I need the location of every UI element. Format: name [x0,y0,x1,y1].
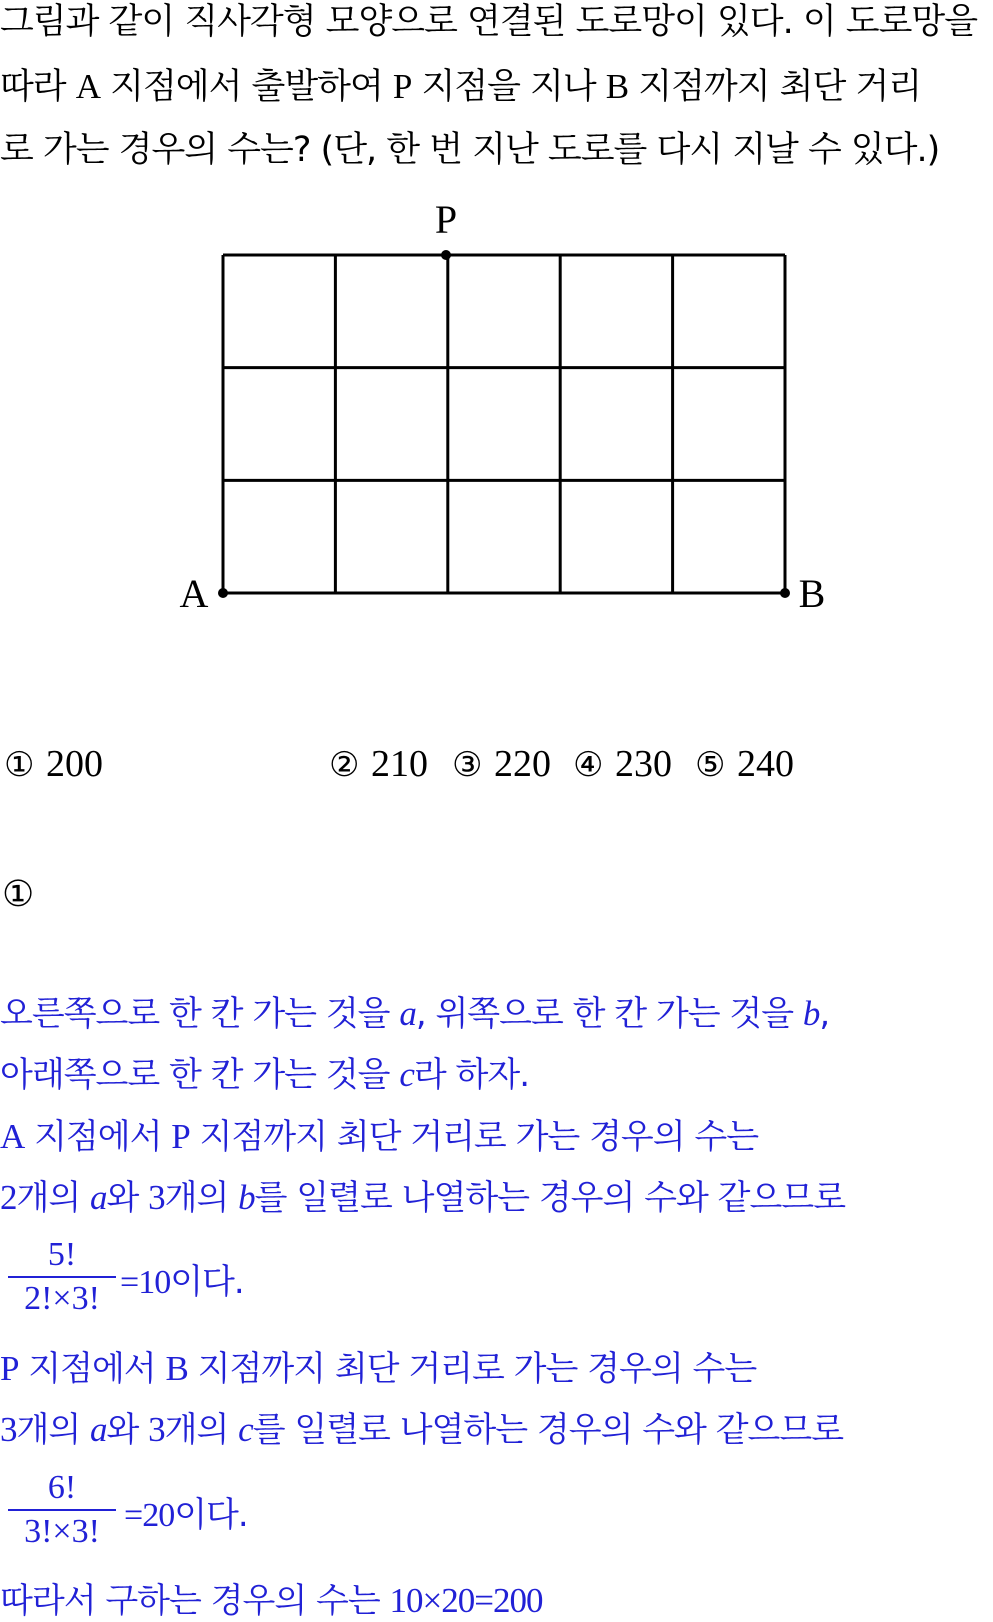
solution-text: 개의 [16,1410,90,1450]
solution-text: 와 [106,1178,149,1218]
result-value: 10 [138,1264,171,1301]
var-c: c [238,1410,253,1449]
choice-2[interactable] [329,742,428,787]
question-line-3: 로 가는 경우의 수는? (단, 한 번 지난 도로를 다시 지날 수 있다.) [0,130,940,170]
fraction-numerator: 6! [47,1469,77,1506]
fraction-numerator: 5! [47,1236,77,1273]
var-a: a [90,1178,107,1217]
choice-1[interactable] [4,742,103,787]
road-grid [223,255,785,593]
solution-text: 지점까지 최단 거리로 가는 경우의 수는 [189,1117,759,1157]
answer-mark: ① [2,874,35,915]
var-a: a [90,1410,107,1449]
var-b: b [238,1178,255,1217]
point-label-a: A [0,1117,25,1156]
fraction-1-result [120,1262,244,1303]
solution-line-9 [0,1581,543,1621]
choice-value: 240 [736,743,794,785]
point-label-p: P [392,67,412,106]
choice-3[interactable] [452,742,551,787]
point-label-p: P [171,1117,190,1156]
number: 2 [0,1178,17,1217]
choice-value: 230 [614,743,672,785]
number: 3 [0,1410,17,1449]
number: 3 [148,1178,165,1217]
solution-text: 지점에서 [18,1349,166,1389]
question-line-1: 그림과 같이 직사각형 모양으로 연결된 도로망이 있다. 이 도로망을 [0,2,978,42]
point-label-p: P [0,1349,19,1388]
equals-sign: = [120,1264,139,1301]
solution-text: 개의 [16,1178,90,1218]
number: 3 [148,1410,165,1449]
point-b-dot [780,588,790,598]
solution-text: 를 일렬로 나열하는 경우의 수와 같으므로 [254,1178,846,1218]
fraction-denominator: 3!×3! [24,1513,100,1550]
choice-value: 210 [370,743,428,785]
solution-text: 라 하자. [413,1055,530,1095]
solution-line-3 [0,1117,758,1157]
choice-value: 220 [493,743,551,785]
solution-text: 개의 [164,1410,239,1450]
choice-number: ④ [573,745,604,785]
solution-text: 따라서 구하는 경우의 수는 [0,1581,390,1621]
solution-text: 지점까지 최단 거리로 가는 경우의 수는 [187,1349,757,1389]
solution-text: 아래쪽으로 한 칸 가는 것을 [0,1055,400,1095]
choice-number: ① [4,745,35,785]
figure-label-a: A [179,571,209,615]
solution-text: , [819,994,830,1034]
choice-number: ② [329,745,360,785]
question-text: 지점까지 최단 거리 [628,67,922,107]
solution-line-1 [0,994,829,1034]
solution-text: 이다. [170,1262,244,1302]
question-text: 따라 [0,67,76,107]
solution-line-4 [0,1178,845,1218]
question-text: 지점에서 출발하여 [100,67,393,107]
solution-text: 오른쪽으로 한 칸 가는 것을 [0,994,400,1034]
point-label-b: B [165,1349,188,1388]
question-text: 지점을 지나 [411,67,606,107]
solution-text: 개의 [164,1178,239,1218]
fraction-denominator: 2!×3! [24,1280,100,1317]
solution-line-6 [0,1349,756,1389]
choice-value: 200 [45,743,103,785]
point-label-a: A [75,67,101,106]
solution-text: 와 [106,1410,149,1450]
fraction-2-result [124,1495,248,1536]
road-network-figure [0,195,993,615]
solution-text: 이다. [174,1495,248,1535]
var-c: c [399,1055,414,1094]
var-b: b [802,994,820,1033]
choice-4[interactable] [573,742,672,787]
result-value: 20 [142,1497,175,1534]
solution-line-2 [0,1055,529,1095]
choice-5[interactable] [695,742,794,787]
equals-sign: = [124,1497,143,1534]
question-line-2 [0,67,921,107]
choice-number: ③ [452,745,483,785]
var-a: a [399,994,416,1033]
solution-text: , 위쪽으로 한 칸 가는 것을 [415,994,803,1034]
figure-label-p: P [434,197,458,242]
fraction-1 [8,1236,116,1318]
point-p-dot [441,250,451,260]
solution-line-7 [0,1410,843,1450]
final-expression: 10×20=200 [389,1581,543,1620]
point-label-b: B [605,67,629,106]
point-a-dot [218,588,228,598]
choice-number: ⑤ [695,745,726,785]
fraction-2 [8,1469,116,1551]
figure-label-b: B [798,571,826,615]
fraction-bar [8,1276,116,1278]
solution-text: 를 일렬로 나열하는 경우의 수와 같으므로 [252,1410,844,1450]
fraction-bar [8,1509,116,1511]
solution-text: 지점에서 [24,1117,172,1157]
